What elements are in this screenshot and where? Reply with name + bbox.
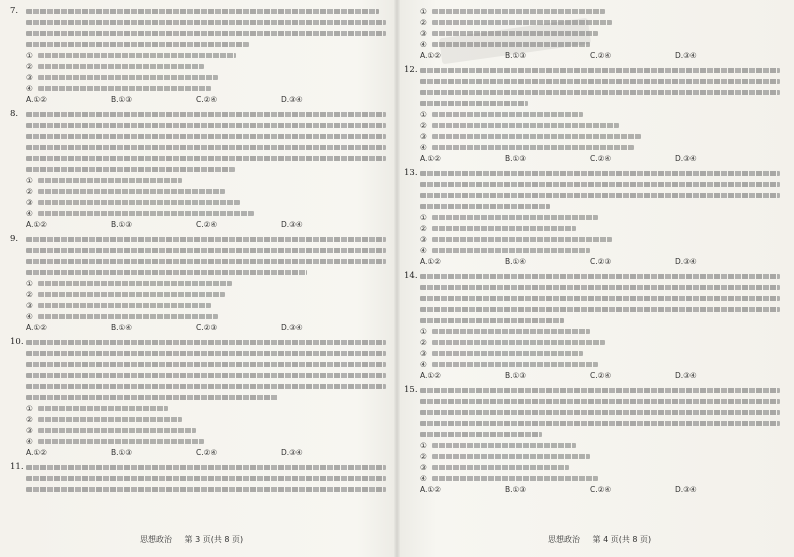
question-number: 9. <box>10 234 19 244</box>
footer-page-number: 第 4 页(共 8 页) <box>592 535 652 544</box>
question-stem <box>420 385 780 440</box>
question-12 <box>404 65 780 164</box>
question-11 <box>10 462 386 495</box>
statement-3: ③ <box>404 28 780 39</box>
answer-choices: A.①② B.①③ C.②④ D.③④ <box>420 154 697 163</box>
statement-4: ④ <box>10 436 386 447</box>
page-4-column <box>404 6 780 527</box>
footer-subject: 思想政治 <box>140 535 172 544</box>
statement-1: ① <box>404 6 780 17</box>
question-stem <box>26 6 386 50</box>
question-7 <box>10 6 386 105</box>
question-14 <box>404 271 780 381</box>
question-number: 13. <box>404 168 418 178</box>
answer-choices: A.①② B.①③ C.②④ D.③④ <box>420 51 697 60</box>
question-stem <box>420 271 780 326</box>
statement-2: ② <box>404 223 780 234</box>
question-stem <box>420 65 780 109</box>
question-stem <box>26 462 386 495</box>
statement-2: ② <box>10 186 386 197</box>
statement-1: ① <box>404 326 780 337</box>
statement-3: ③ <box>10 425 386 436</box>
statement-2: ② <box>404 120 780 131</box>
statement-2: ② <box>404 17 780 28</box>
statement-2: ② <box>404 337 780 348</box>
statement-3: ③ <box>10 300 386 311</box>
answer-choices: A.①② B.①④ C.②③ D.③④ <box>420 257 697 266</box>
question-13 <box>404 168 780 267</box>
statement-4: ④ <box>10 83 386 94</box>
question-11-continued <box>404 6 780 61</box>
statement-3: ③ <box>404 462 780 473</box>
answer-choices: A.①② B.①③ C.②④ D.③④ <box>420 485 697 494</box>
footer-page-number: 第 3 页(共 8 页) <box>184 535 244 544</box>
footer-subject: 思想政治 <box>548 535 580 544</box>
statement-2: ② <box>10 289 386 300</box>
answer-choices: A.①② B.①③ C.②④ D.③④ <box>420 371 697 380</box>
question-number: 11. <box>10 462 24 472</box>
statement-1: ① <box>404 440 780 451</box>
answer-choices: A.①② B.①④ C.②③ D.③④ <box>26 323 303 332</box>
question-stem <box>26 109 386 175</box>
statement-1: ① <box>10 403 386 414</box>
question-10 <box>10 337 386 458</box>
question-number: 8. <box>10 109 19 119</box>
statement-2: ② <box>10 414 386 425</box>
question-number: 12. <box>404 65 418 75</box>
statement-1: ① <box>10 175 386 186</box>
answer-choices: A.①② B.①③ C.②④ D.③④ <box>26 95 303 104</box>
page-fold <box>394 0 400 557</box>
statement-4: ④ <box>404 359 780 370</box>
page-footer-3 <box>140 534 243 545</box>
statement-4: ④ <box>10 208 386 219</box>
question-number: 15. <box>404 385 418 395</box>
statement-3: ③ <box>10 72 386 83</box>
statement-4: ④ <box>404 473 780 484</box>
question-9 <box>10 234 386 333</box>
statement-4: ④ <box>404 142 780 153</box>
question-stem <box>26 234 386 278</box>
question-number: 14. <box>404 271 418 281</box>
statement-1: ① <box>10 278 386 289</box>
question-number: 7. <box>10 6 19 16</box>
statement-3: ③ <box>404 131 780 142</box>
statement-1: ① <box>404 212 780 223</box>
answer-choices: A.①② B.①③ C.②④ D.③④ <box>26 448 303 457</box>
page-3-column <box>10 6 386 527</box>
statement-4: ④ <box>404 39 780 50</box>
statement-3: ③ <box>404 234 780 245</box>
question-number: 10. <box>10 337 24 347</box>
page-footer-4 <box>548 534 651 545</box>
statement-2: ② <box>404 451 780 462</box>
question-15 <box>404 385 780 495</box>
statement-4: ④ <box>10 311 386 322</box>
statement-4: ④ <box>404 245 780 256</box>
statement-1: ① <box>404 109 780 120</box>
statement-2: ② <box>10 61 386 72</box>
question-stem <box>420 168 780 212</box>
statement-3: ③ <box>404 348 780 359</box>
question-8 <box>10 109 386 230</box>
answer-choices: A.①② B.①③ C.②④ D.③④ <box>26 220 303 229</box>
statement-1: ① <box>10 50 386 61</box>
question-stem <box>26 337 386 403</box>
statement-3: ③ <box>10 197 386 208</box>
